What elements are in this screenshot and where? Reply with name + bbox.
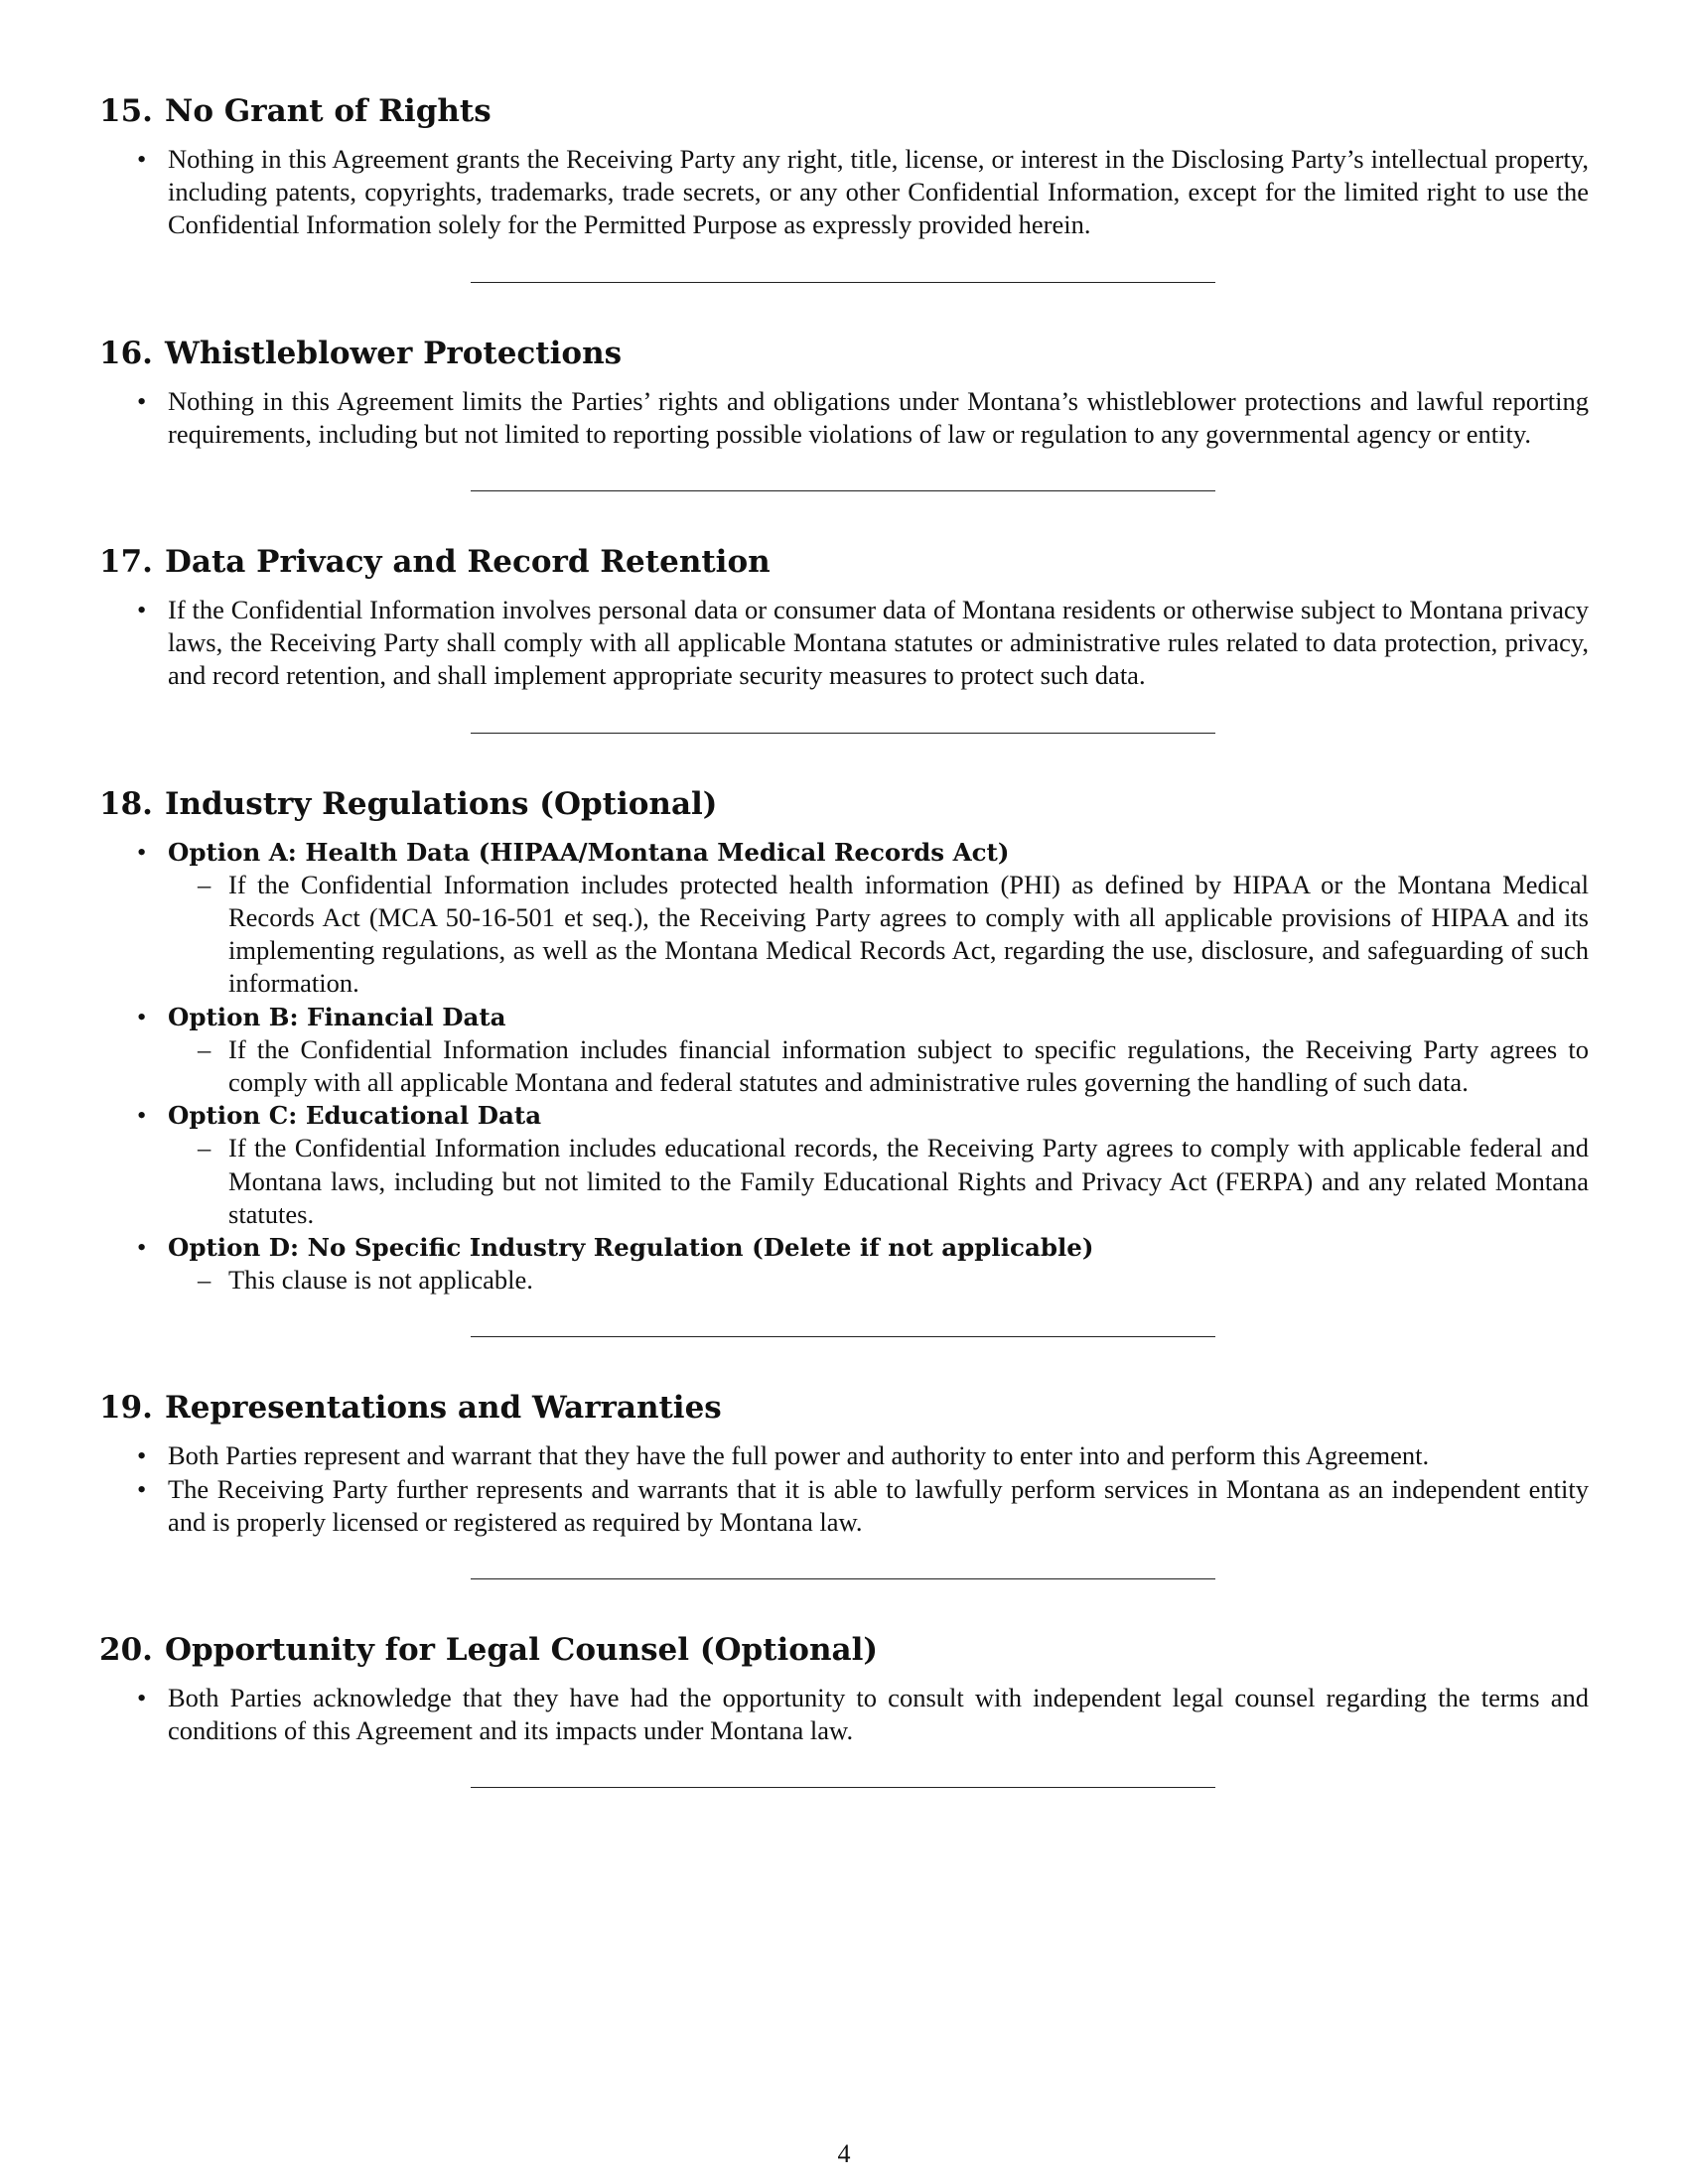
section-number: 18.	[99, 785, 153, 822]
section-number: 20.	[99, 1632, 153, 1669]
bullet-item: • Nothing in this Agreement grants the Receiving Party any right, title, license, or interest in the Disclosing Party’s intellectual property, including patents, copyrights, trademarks, trade secrets, or any other Confidential Information, except for the limited right to use the Confidential Information solely for the Permitted Purpose as expressly provided herein.	[99, 143, 1589, 242]
section-17	[99, 542, 1589, 693]
section-divider	[471, 1578, 1215, 1579]
section-divider	[471, 1787, 1215, 1788]
section-heading	[99, 334, 1589, 373]
option-text: – If the Confidential Information includes educational records, the Receiving Party agrees to comply with applicable federal and Montana laws, including but not limited to the Family Educational Rights and Privacy Act (FERPA) and any related Montana statutes.	[168, 1132, 1589, 1231]
section-title: Data Privacy and Record Retention	[165, 544, 771, 581]
option-label: • Option D: No Specific Industry Regulation (Delete if not applicable)	[168, 1233, 1094, 1263]
option-label: • Option A: Health Data (HIPAA/Montana Medical Records Act)	[168, 837, 1010, 867]
section-number: 19.	[99, 1390, 153, 1427]
section-20	[99, 1630, 1589, 1747]
bullet-item: • The Receiving Party further represents and warrants that it is able to lawfully perform services in Montana as an independent entity and is properly licensed or registered as required by Montana law.	[99, 1473, 1589, 1539]
section-title: Representations and Warranties	[165, 1390, 722, 1427]
option-text: – This clause is not applicable.	[168, 1264, 1589, 1297]
section-18	[99, 784, 1589, 1297]
section-heading	[99, 91, 1589, 131]
section-title: Industry Regulations (Optional)	[165, 785, 718, 822]
bullet-item: • Both Parties represent and warrant that they have the full power and authority to enter into and perform this Agreement.	[99, 1439, 1589, 1472]
section-heading	[99, 542, 1589, 582]
bullet-list	[99, 594, 1589, 693]
section-heading	[99, 1630, 1589, 1670]
bullet-item: • If the Confidential Information involves personal data or consumer data of Montana residents or otherwise subject to Montana privacy laws, the Receiving Party shall comply with all applicable Montana statutes or administrative rules related to data protection, privacy, and record retention, and shall implement appropriate security measures to protect such data.	[99, 594, 1589, 693]
section-16	[99, 334, 1589, 451]
option-label: • Option B: Financial Data	[168, 1002, 506, 1031]
option-item	[99, 1231, 1589, 1297]
section-19	[99, 1388, 1589, 1539]
section-divider	[471, 282, 1215, 283]
section-heading	[99, 1388, 1589, 1428]
option-item	[99, 1001, 1589, 1100]
page-number: 4	[837, 2139, 851, 2168]
option-list	[99, 836, 1589, 1297]
bullet-list	[99, 385, 1589, 451]
section-divider	[471, 490, 1215, 491]
bullet-list	[99, 1682, 1589, 1747]
bullet-list	[99, 143, 1589, 242]
document-page	[99, 91, 1589, 1788]
section-number: 17.	[99, 544, 153, 581]
section-heading	[99, 784, 1589, 824]
section-number: 16.	[99, 335, 153, 371]
bullet-item: • Both Parties acknowledge that they have had the opportunity to consult with independent legal counsel regarding the terms and conditions of this Agreement and its impacts under Montana law.	[99, 1682, 1589, 1747]
section-title: Whistleblower Protections	[165, 335, 623, 371]
section-number: 15.	[99, 93, 153, 129]
option-sublist	[168, 1132, 1589, 1231]
option-text: – If the Confidential Information includes financial information subject to specific regulations, the Receiving Party agrees to comply with all applicable Montana and federal statutes and administrative rules governing the handling of such data.	[168, 1033, 1589, 1099]
option-sublist	[168, 869, 1589, 1001]
option-sublist	[168, 1264, 1589, 1297]
option-label: • Option C: Educational Data	[168, 1101, 542, 1131]
bullet-list	[99, 1439, 1589, 1539]
section-title: No Grant of Rights	[165, 93, 492, 129]
option-item	[99, 836, 1589, 1001]
section-title: Opportunity for Legal Counsel (Optional)	[165, 1632, 879, 1669]
section-divider	[471, 1336, 1215, 1337]
option-text: – If the Confidential Information includes protected health information (PHI) as defined by HIPAA or the Montana Medical Records Act (MCA 50-16-501 et seq.), the Receiving Party agrees to comply with all applicable provisions of HIPAA and its implementing regulations, as well as the Montana Medical Records Act, regarding the use, disclosure, and safeguarding of such information.	[168, 869, 1589, 1001]
option-item	[99, 1099, 1589, 1231]
section-15	[99, 91, 1589, 242]
bullet-item: • Nothing in this Agreement limits the Parties’ rights and obligations under Montana’s whistleblower protections and lawful reporting requirements, including but not limited to reporting possible violations of law or regulation to any governmental agency or entity.	[99, 385, 1589, 451]
section-divider	[471, 733, 1215, 734]
option-sublist	[168, 1033, 1589, 1099]
